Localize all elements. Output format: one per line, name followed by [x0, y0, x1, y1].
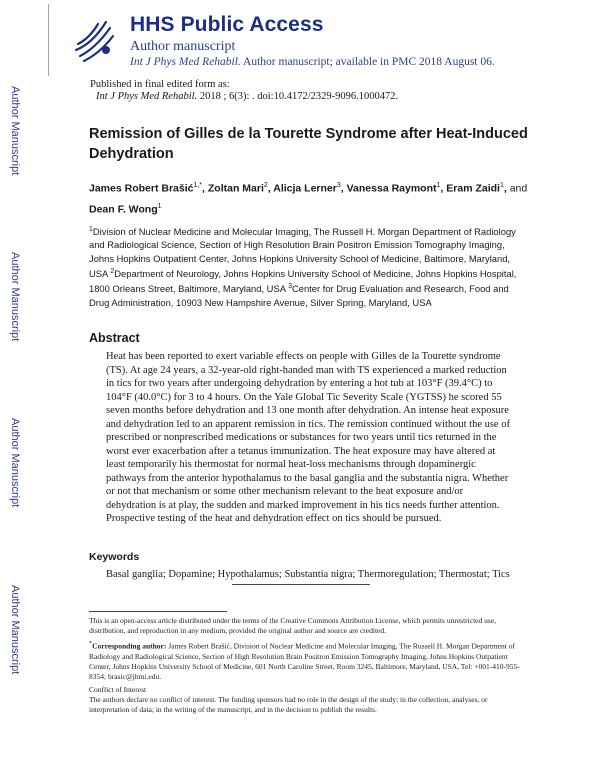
corresponding-author-note	[89, 639, 529, 682]
sidebar-label-author-manuscript: Author Manuscript	[9, 86, 21, 176]
abstract-heading: Abstract	[89, 331, 140, 345]
footnote-divider	[89, 611, 227, 612]
authors-conjunction: and	[509, 182, 528, 195]
author-name: Zoltan Mari	[207, 182, 264, 195]
keywords-list: Basal ganglia; Dopamine; Hypothalamus; Substantia nigra; Thermoregulation; Thermostat; Tics	[106, 569, 510, 580]
author-list: James Robert Brašić$^{1,*}$, Zoltan Mari$^2$, Alicja Lerner$^3$, Vanessa Raymont$^1$, Eram Zaidi$^1$, and Dean F. Wong$^1$	[89, 182, 528, 215]
footnotes	[89, 616, 529, 718]
keywords-heading: Keywords	[89, 551, 140, 563]
conflict-text: The authors declare no conflict of interest. The funding sponsors had no role in the design of the study; in the collection, analyses, or interpretation of data; in the writing of the manuscript, and in the decision to publish the results.	[89, 694, 488, 714]
corresponding-marker: *	[89, 640, 93, 647]
journal-availability-line	[130, 56, 495, 68]
author-name: James Robert Brašić	[89, 182, 194, 195]
abstract-text: Heat has been reported to exert variable effects on people with Gilles de la Tourette syndrome (TS). At age 24 years, a 32-year-old right-handed man with TS experienced a marked reduction in tics for two years after undergoing dehydration by entering a hot tub at 103°F (39.4°C) to 104°F (40.0°C) for 3 to 4 hours. On the Yale Global Tic Severity Scale (YGTSS) he scored 55 seven months before dehydration and 13 one month after dehydration. An intense heat exposure and dehydration led to an apparent remission in tics. The remission continued without the use of prescribed or nonprescribed medications or substances for two years until tics returned in the worst ever exacerbation after a tetanus immunization. The heat exposure may have altered at least temporarily his thermostat for normal heat-loss mechanisms through dopaminergic pathways from the anterior hypothalamus to the basal ganglia and the substantia nigra. Whether or not that mechanism or some other mechanism relevant to the heat exposure and/or dehydration is at play, the sudden and marked improvement in his tics needs further attention. Prospective testing of the heat and dehydration effect on tics should be pursued.	[106, 351, 510, 524]
author-affiliation-marker: 1,*	[193, 182, 203, 189]
author-name: Eram Zaidi	[446, 182, 500, 195]
sidebar-label-author-manuscript: Author Manuscript	[9, 585, 21, 675]
availability-text: Author manuscript; available in PMC 2018 August 06.	[240, 56, 495, 68]
corresponding-details: James Robert Brašić, Division of Nuclear Medicine and Molecular Imaging, The Russell H. Morgan Department of Radiology and Radiological Science, Section of High Resolution Brain Positron Emission Tomography Imaging, Johns Hopkins Outpatient Center, Johns Hopkins University School of Medicine, 601 North Caroline Street, Room 3245, Baltimore, Maryland, USA, Tel: +001-410-955-8354; brasic@jhmi.edu.	[89, 641, 520, 681]
affiliation-marker: 1	[89, 226, 93, 233]
affiliation-marker: 2	[110, 268, 115, 276]
author-name: Dean F. Wong	[89, 203, 158, 215]
journal-name: Int J Phys Med Rehabil.	[130, 56, 241, 68]
hhs-eagle-icon	[72, 16, 116, 64]
header-divider	[48, 4, 49, 76]
citation-line	[96, 91, 398, 102]
affiliation-text: Center for Drug Evaluation and Research, Food and Drug Administration, 10903 New Hampshire Avenue, Silver Spring, Maryland, USA	[89, 283, 509, 308]
author-name: Vanessa Raymont	[346, 182, 437, 195]
author-name: Alicja Lerner	[273, 182, 337, 195]
article-title: Remission of Gilles de la Tourette Syndrome after Heat-Induced Dehydration	[89, 126, 528, 162]
citation-journal: Int J Phys Med Rehabil.	[96, 91, 198, 102]
author-affiliation-marker: 1	[499, 182, 504, 189]
author-affiliation-marker: 1	[157, 202, 162, 210]
author-affiliation-marker: 1	[436, 182, 441, 189]
citation-details: 2018 ; 6(3): . doi:10.4172/2329-9096.1000472.	[197, 91, 399, 102]
hhs-public-access-title: HHS Public Access	[130, 13, 324, 36]
affiliations	[89, 223, 529, 309]
author-affiliation-marker: 3	[336, 182, 341, 189]
sidebar-label-author-manuscript: Author Manuscript	[9, 418, 21, 508]
published-final-label: Published in final edited form as:	[90, 79, 230, 90]
conflict-heading: Conflict of Interest	[89, 684, 147, 694]
author-affiliation-marker: 2	[263, 182, 268, 189]
affiliation-marker: 3	[288, 283, 292, 291]
affiliation-text: Department of Neurology, Johns Hopkins University School of Medicine, Johns Hopkins Hospital, 1800 Orleans Street, Baltimore, Maryland, USA	[89, 268, 517, 295]
sidebar-label-author-manuscript: Author Manuscript	[9, 252, 21, 342]
keywords-divider	[232, 584, 370, 585]
license-note: This is an open-access article distributed under the terms of the Creative Commons Attribution License, which permits unrestricted use, distribution, and reproduction in any medium, provided the original author and source are credited.	[89, 616, 496, 635]
author-manuscript-subtitle: Author manuscript	[130, 39, 236, 54]
affiliation-text: Division of Nuclear Medicine and Molecular Imaging, The Russell H. Morgan Department of Radiology and Radiological Science, Section of High Resolution Brain Positron Emission Tomography Imaging, Johns Hopkins Outpatient Center, Johns Hopkins University School of Medicine, Baltimore, Maryland, USA	[89, 226, 516, 280]
corresponding-label: Corresponding author:	[92, 641, 167, 651]
